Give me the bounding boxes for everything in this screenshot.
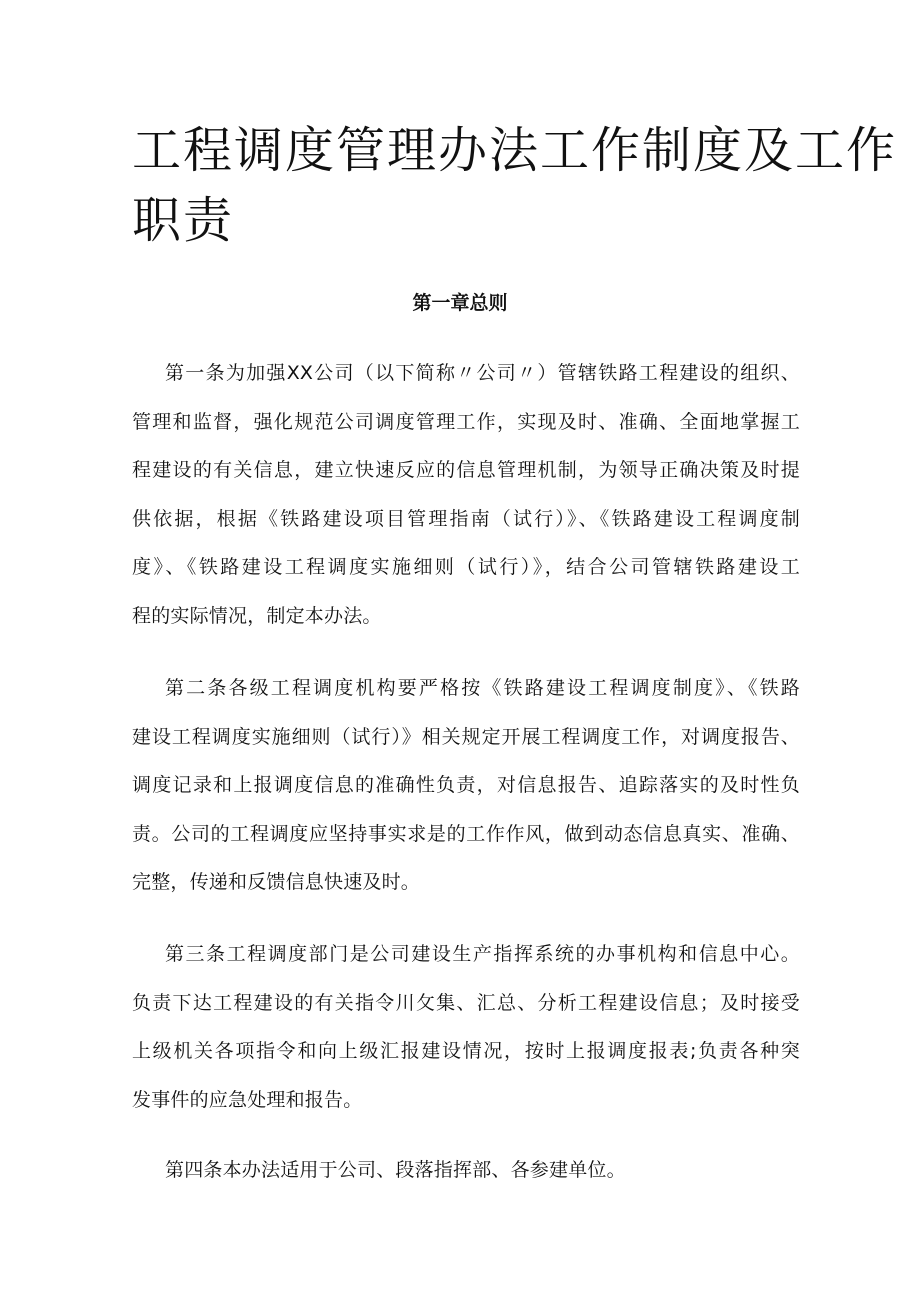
text-line: 第一条为加强XX公司（以下简称〃公司〃）管辖铁路工程建设的组织、	[165, 362, 800, 384]
text-line: 上级机关各项指令和向上级汇报建设情况，按时上报调度报表;负责各种突	[132, 1040, 800, 1062]
text-line: 第三条工程调度部门是公司建设生产指挥系统的办事机构和信息中心。	[165, 943, 800, 965]
text-line: 第二条各级工程调度机构要严格按《铁路建设工程调度制度》、《铁路	[165, 677, 800, 699]
text-line: 度》、《铁路建设工程调度实施细则（试行）》，结合公司管辖铁路建设工	[132, 556, 800, 578]
article-2	[132, 664, 800, 907]
text-line: 程建设的有关信息，建立快速反应的信息管理机制，为领导正确决策及时提	[132, 459, 800, 481]
text-line: 完整，传递和反馈信息快速及时。	[132, 871, 421, 893]
text-line: 程的实际情况，制定本办法。	[132, 604, 382, 627]
article-3	[132, 930, 800, 1124]
text-line: 负责下达工程建设的有关指令川攵集、汇总、分析工程建设信息；及时接受	[132, 991, 800, 1014]
title-line: 工程调度管理办法工作制度及工作	[132, 122, 898, 179]
text-line: 供依据，根据《铁路建设项目管理指南（试行）》、《铁路建设工程调度制	[132, 507, 800, 530]
chapter-heading: 第一章总则	[412, 292, 508, 314]
text-line: 发事件的应急处理和报告。	[132, 1088, 363, 1111]
document-title	[132, 116, 898, 256]
article-4	[132, 1146, 800, 1195]
text-line: 第四条本办法适用于公司、段落指挥部、各参建单位。	[165, 1159, 626, 1181]
text-line: 调度记录和上报调度信息的准确性负责，对信息报告、追踪落实的及时性负	[132, 774, 800, 796]
article-1	[132, 349, 800, 640]
text-line: 管理和监督，强化规范公司调度管理工作，实现及时、准确、全面地掌握工	[132, 410, 800, 433]
title-line: 职责	[132, 192, 235, 249]
text-line: 责。公司的工程调度应坚持事实求是的工作作风，做到动态信息真实、准确、	[132, 822, 800, 845]
text-line: 建设工程调度实施细则（试行）》相关规定开展工程调度工作，对调度报告、	[132, 725, 800, 748]
